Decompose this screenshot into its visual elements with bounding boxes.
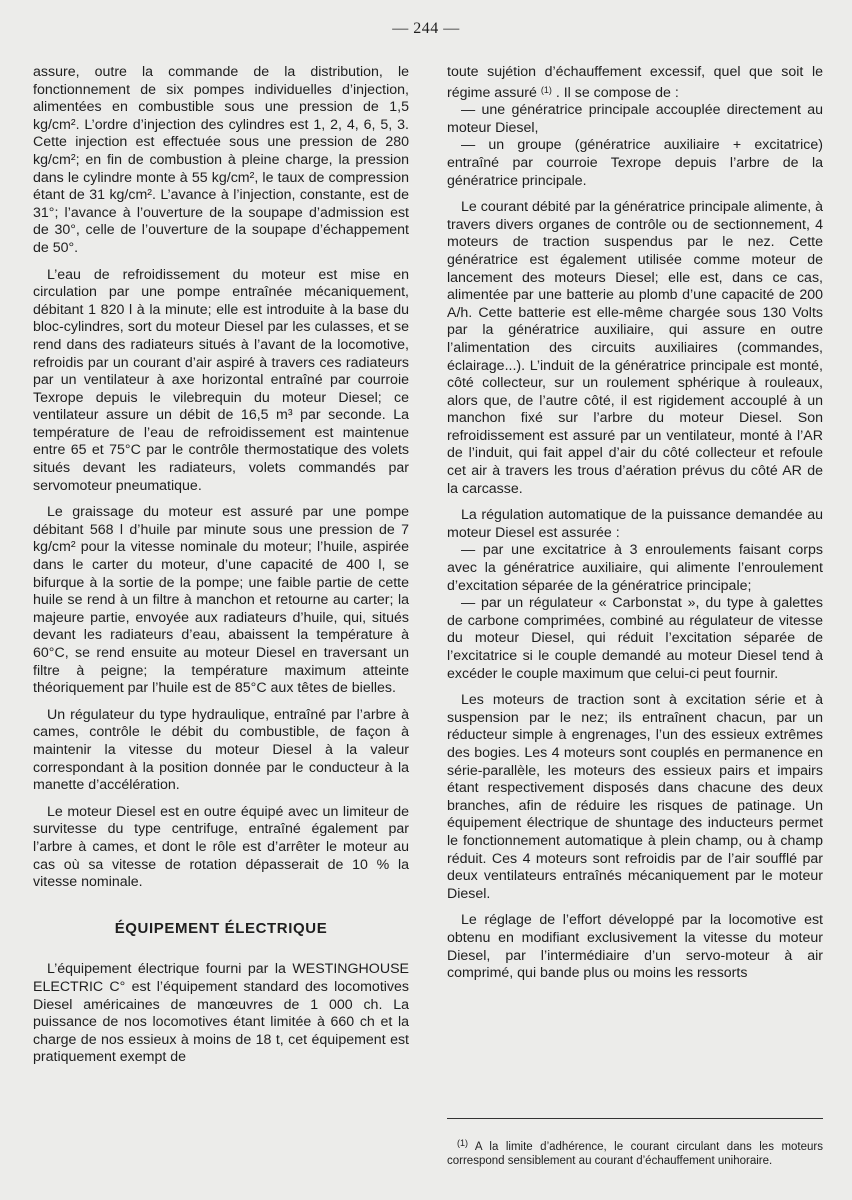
section-heading: ÉQUIPEMENT ÉLECTRIQUE [114,919,328,937]
footnote [447,1136,823,1168]
continuation-text: toute sujétion d’échauffement excessif, quel que soit le régime assuré [447,64,823,101]
list-item-exciter: — par une excitatrice à 3 enroulements faisant corps avec la génératrice auxiliaire, qui alimente l’enroulement d’excitation séparée de la génératrice principale; [447,542,823,594]
list-item-carbonstat: — par un régulateur « Carbonstat », du type à galettes de carbone comprimées, combiné au régulateur de vitesse du moteur Diesel, qui réduit l’excitation séparée de l’excitatrice si le couple demandé au moteur Diesel tend à excéder le couple maximum que celui-ci peut fournir. [447,595,823,682]
right-column [447,64,823,992]
paragraph-regulation: La régulation automatique de la puissance demandée au moteur Diesel est assurée : [447,507,823,541]
continuation-end: . Il se compose de : [555,84,679,101]
paragraph-injection: assure, outre la commande de la distribution, le fonctionnement de six pompes individuelles d’injection, alimentées en combustible sous une pression de 1,5 kg/cm². L’ordre d’injection des cylindres est 1, 2, 4, 6, 5, 3. Cette injection est effectuée sous une pression de 280 kg/cm²; en fin de combustion à pleine charge, la pression dans le cylindre monte à 55 kg/cm², le taux de compression étant de 31 kg/cm². L’avance à l’injection, constante, est de 31°; l’avance à l’ouverture de la soupape d’admission est de 30°, celle de l’ouverture de la soupape d’échappement de 50°. [33,64,409,256]
footnote-divider [447,1118,823,1119]
left-column [33,64,409,1076]
paragraph-electrical: L’équipement électrique fourni par la WESTINGHOUSE ELECTRIC C° est l’équipement standard des locomotives Diesel américaines de manœuvres de 1 000 ch. La puissance de nos locomotives étant limitée à 660 ch et la charge de nos essieux à moins de 18 t, cet équipement est pratiquement exempt de [33,961,409,1066]
paragraph-overspeed: Le moteur Diesel est en outre équipé avec un limiteur de survitesse du type centrifuge, entraîné également par l’arbre à cames, et dont le rôle est d’arrêter le moteur au cas où sa vitesse de rotation dépasserait de 10 % la vitesse nominale. [33,803,409,891]
page-number: — 244 — [392,20,460,37]
paragraph-lubrication: Le graissage du moteur est assuré par une pompe débitant 568 l d’huile par minute sous une pression de 7 kg/cm² pour la vitesse nominale du moteur; l’huile, aspirée dans le carter du moteur, d’une capacité de 400 l, se bifurque à la sortie de la pompe; une faible partie de cette huile se rend à un filtre à manchon et retourne au carter; la majeure partie, envoyée aux radiateurs d’huile, qui, situés devant les radiateurs d’eau, abaissent la température à 60°C, se rend ensuite au moteur Diesel en traversant un filtre à peigne; la température maximum atteinte théoriquement par l’huile est de 85°C aux têtes de bielles. [33,504,409,697]
paragraph-governor: Un régulateur du type hydraulique, entraîné par l’arbre à cames, contrôle le débit du combustible, de façon à maintenir la vitesse du moteur Diesel à la valeur correspondant à la position donnée par le conducteur à la manette d’accélération. [33,706,409,794]
footnote-marker: (1) [457,1138,468,1148]
list-item-aux-group: — un groupe (génératrice auxiliaire + excitatrice) entraîné par courroie Texrope depuis l’arbre de la génératrice principale. [447,137,823,189]
paragraph-continuation [447,64,823,102]
list-item-main-generator: — une génératrice principale accouplée directement au moteur Diesel, [447,102,823,136]
footnote-reference[interactable]: (1) [540,84,552,95]
paragraph-traction-motors: Les moteurs de traction sont à excitation série et à suspension par le nez; ils entraînent chacun, par un réducteur simple à engrenages, l’un des essieux extrêmes des bogies. Les 4 moteurs sont couplés en permanence en série-parallèle, les moteurs des essieux pairs et impairs étant respectivement disposés dans chacune des deux branches, afin de réduire les risques de patinage. Un équipement électrique de shuntage des inducteurs permet le fonctionnement automatique à plein champ, ou à champ réduit. Ces 4 moteurs sont refroidis par de l’air soufflé par deux ventilateurs entraînés mécaniquement par le moteur Diesel. [447,692,823,902]
paragraph-cooling: L’eau de refroidissement du moteur est mise en circulation par une pompe entraînée mécaniquement, débitant 1 820 l à la minute; elle est introduite à la base du bloc-cylindres, sort du moteur Diesel par les culasses, et se rend dans des radiateurs situés à l’avant de la locomotive, refroidis par un courant d’air aspiré à travers ces radiateurs par un ventilateur à axe horizontal entraîné par courroie Texrope depuis le vilebrequin du moteur Diesel; ce ventilateur assure un débit de 16,5 m³ par seconde. La température de l’eau de refroidissement est maintenue entre 65 et 75°C par le contrôle thermostatique des volets situés devant les radiateurs, volets commandés par servomoteur pneumatique. [33,266,409,494]
footnote-text: A la limite d’adhérence, le courant circulant dans les moteurs correspond sensiblement au courant d’échauffement unihoraire. [447,1141,823,1167]
paragraph-effort: Le réglage de l’effort développé par la locomotive est obtenu en modifiant exclusivement la vitesse du moteur Diesel, par l’intermédiaire d’un servo-moteur à air comprimé, qui bande plus ou moins les ressorts [447,912,823,982]
paragraph-current: Le courant débité par la génératrice principale alimente, à travers divers organes de contrôle ou de sectionnement, 4 moteurs de traction suspendus par le nez. Cette génératrice est également utilisée comme moteur de lancement des moteurs Diesel; elle est, dans ce cas, alimentée par une batterie au plomb d’une capacité de 200 A/h. Cette batterie est elle-même chargée sous 130 Volts par la génératrice auxiliaire, qui assure en outre l’alimentation des circuits auxiliaires (commandes, éclairage...). L’induit de la génératrice principale est monté, côté collecteur, sur un roulement sphérique à rouleaux, alors que, de l’autre côté, il est rigidement accouplé à un manchon fixé sur l’arbre du moteur Diesel. Son refroidissement est assuré par un ventilateur, monté à l’AR de l’induit, qui fait appel d’air du côté collecteur et refoule cet air à travers les trous d’aération prévus du côté AR de la carcasse. [447,199,824,497]
